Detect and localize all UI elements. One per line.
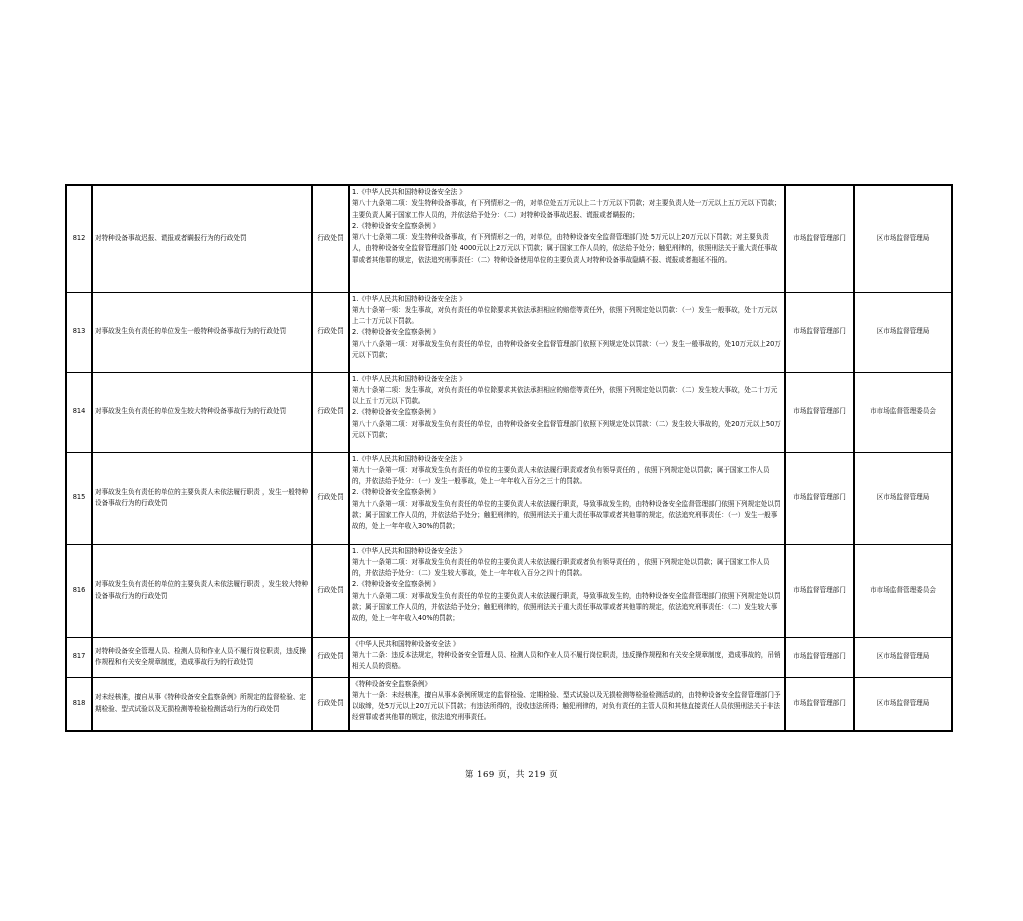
row-number: 818 <box>66 677 92 731</box>
row-number: 813 <box>66 292 92 372</box>
page-number-footer: 第 169 页，共 219 页 <box>464 770 559 780</box>
item-type: 行政处罚 <box>312 452 349 544</box>
item-name: 对未经核准，擅自从事《特种设备安全监察条例》所规定的监督检验、定期检验、型式试验以及无损检测等检验检测活动行为的行政处罚 <box>92 677 312 731</box>
row-number: 814 <box>66 372 92 452</box>
item-type: 行政处罚 <box>312 185 349 292</box>
basis-line: 第八十七条第二项：发生特种设备事故，有下列情形之一的，对单位，由特种设备安全监督管理部门处 5万元以上20万元以下罚款；对主要负责人，由特种设备安全监督管理部门处 4000元以上2万元以下罚款；属于国家工作人员的，依法给予处分；触犯刑律的，依照刑法关于重大责任事故罪或者其他罪的规定，依法追究刑事责任：（二）特种设备使用单位的主要负责人对特种设备事故隐瞒不报、谎报或者拖延不报的。 <box>352 233 778 264</box>
row-number: 812 <box>66 185 92 292</box>
executing-agency: 区市场监督管理局 <box>854 637 952 677</box>
row-number: 816 <box>66 544 92 637</box>
item-type: 行政处罚 <box>312 544 349 637</box>
basis-line: 2.《特种设备安全监察条例 》 <box>352 328 440 337</box>
basis-line: 第九十一条第一项：对事故发生负有责任的单位的主要负责人未依法履行职责或者负有领导责任的 ，依照下列规定处以罚款；属于国家工作人员的，并依法给予处分：（一）发生一般事故，处上一年年收入百分之三十的罚款。 <box>352 465 770 486</box>
department: 市场监督管理部门 <box>785 185 854 292</box>
table-row <box>66 452 952 544</box>
executing-agency: 区市场监督管理局 <box>854 185 952 292</box>
basis-line: 第九十条第一项：发生事故，对负有责任的单位除要求其依法承担相应的赔偿等责任外，依照下列规定处以罚款：（一）发生一般事故，处十万元以上二十万元以下罚款。 <box>352 305 778 326</box>
legal-basis <box>349 637 785 677</box>
item-name: 对事故发生负有责任的单位的主要负责人未依法履行职责 ，发生一般特种设备事故行为的行政处罚 <box>92 452 312 544</box>
department: 市场监督管理部门 <box>785 452 854 544</box>
basis-line: 2.《特种设备安全监察条例 》 <box>352 580 440 589</box>
item-name: 对事故发生负有责任的单位的主要负责人未依法履行职责 ，发生较大特种设备事故行为的行政处罚 <box>92 544 312 637</box>
row-number: 817 <box>66 637 92 677</box>
table-row <box>66 637 952 677</box>
executing-agency: 区市场监督管理局 <box>854 677 952 731</box>
basis-line: 第八十八条第二项：对事故发生负有责任的单位，由特种设备安全监督管理部门依照下列规定处以罚款：（二）发生较大事故的，处20万元以上50万元以下罚款； <box>352 419 781 439</box>
basis-line: 1.《中华人民共和国特种设备安全法 》 <box>352 294 466 303</box>
item-type: 行政处罚 <box>312 372 349 452</box>
legal-basis <box>349 544 785 637</box>
table-row <box>66 292 952 372</box>
basis-line: 第九十一条第二项：对事故发生负有责任的单位的主要负责人未依法履行职责或者负有领导责任的 ，依照下列规定处以罚款；属于国家工作人员的，并依法给予处分：（二）发生较大事故，处上一年年收入百分之四十的罚款。 <box>352 557 770 578</box>
basis-line: 《特种设备安全监察条例》 <box>352 679 432 688</box>
basis-line: 第九十条第二项：发生事故，对负有责任的单位除要求其依法承担相应的赔偿等责任外，依照下列规定处以罚款：（二）发生较大事故，处二十万元以上五十万元以下罚款。 <box>352 385 778 406</box>
basis-line: 第九十一条：未经核准，擅自从事本条例所规定的监督检验、定期检验、型式试验以及无损检测等检验检测活动的，由特种设备安全监督管理部门予以取缔，处5万元以上20万元以下罚款；有违法所得的，没收违法所得；触犯刑律的，对负有责任的主管人员和其他直接责任人员依照刑法关于非法经营罪或者其他罪的规定，依法追究刑事责任。 <box>352 690 781 722</box>
table-row <box>66 544 952 637</box>
legal-basis <box>349 372 785 452</box>
executing-agency: 市市场监督管理委员会 <box>854 544 952 637</box>
basis-line: 第九十二条：违反本法规定，特种设备安全管理人员、检测人员和作业人员不履行岗位职责，违反操作规程和有关安全规章制度，造成事故的，吊销相关人员的资格。 <box>352 650 781 671</box>
legal-basis <box>349 677 785 731</box>
table-row <box>66 677 952 731</box>
item-name: 对事故发生负有责任的单位发生较大特种设备事故行为的行政处罚 <box>92 372 312 452</box>
row-number: 815 <box>66 452 92 544</box>
basis-line: 1.《中华人民共和国特种设备安全法 》 <box>352 546 466 555</box>
item-type: 行政处罚 <box>312 677 349 731</box>
basis-line: 第九十八条第二项：对事故发生负有责任的单位的主要负责人未依法履行职责，导致事故发生的，由特种设备安全监督管理部门依照下列规定处以罚款；属于国家工作人员的，并依法给予处分；触犯刑律的，依照刑法关于重大责任事故罪或者其他罪的规定，依法追究刑事责任：（二）发生较大事故的，处上一年年收入40%的罚款； <box>352 591 781 623</box>
basis-line: 第九十八条第一项：对事故发生负有责任的单位的主要负责人未依法履行职责，导致事故发生的，由特种设备安全监督管理部门依照下列规定处以罚款；属于国家工作人员的，并依法给予处分；触犯刑律的，依照刑法关于重大责任事故罪或者其他罪的规定，依法追究刑事责任：（一）发生一般事故的，处上一年年收入30%的罚款； <box>352 499 781 531</box>
legal-basis <box>349 292 785 372</box>
department: 市场监督管理部门 <box>785 637 854 677</box>
basis-line: 1.《中华人民共和国特种设备安全法 》 <box>352 374 466 383</box>
basis-line: 《中华人民共和国特种设备安全法 》 <box>352 639 460 648</box>
basis-line: 2.《特种设备安全监察条例 》 <box>352 488 440 497</box>
basis-line: 1.《中华人民共和国特种设备安全法 》 <box>352 188 466 196</box>
department: 市场监督管理部门 <box>785 292 854 372</box>
legal-basis <box>349 185 785 292</box>
legal-basis <box>349 452 785 544</box>
department: 市场监督管理部门 <box>785 372 854 452</box>
item-type: 行政处罚 <box>312 637 349 677</box>
table-row <box>66 372 952 452</box>
item-type: 行政处罚 <box>312 292 349 372</box>
item-name: 对事故发生负有责任的单位发生一般特种设备事故行为的行政处罚 <box>92 292 312 372</box>
penalty-table <box>65 184 953 732</box>
department: 市场监督管理部门 <box>785 677 854 731</box>
basis-line: 第八十九条第二项：发生特种设备事故，有下列情形之一的，对单位处五万元以上二十万元以下罚款；对主要负责人处一万元以上五万元以下罚款；主要负责人属于国家工作人员的，并依法给予处分：（二）对特种设备事故迟报、谎报或者瞒报的； <box>352 199 781 219</box>
department: 市场监督管理部门 <box>785 544 854 637</box>
basis-line: 2.《特种设备安全监察条例 》 <box>352 221 440 230</box>
table-row <box>66 185 952 292</box>
executing-agency: 市市场监督管理委员会 <box>854 372 952 452</box>
basis-line: 1.《中华人民共和国特种设备安全法 》 <box>352 454 466 463</box>
executing-agency: 区市场监督管理局 <box>854 452 952 544</box>
item-name: 对特种设备安全管理人员、检测人员和作业人员不履行岗位职责，违反操作规程和有关安全规章制度，造成事故行为的行政处罚 <box>92 637 312 677</box>
executing-agency: 区市场监督管理局 <box>854 292 952 372</box>
basis-line: 2.《特种设备安全监察条例 》 <box>352 408 440 417</box>
item-name: 对特种设备事故迟报、谎报或者瞒报行为的行政处罚 <box>92 185 312 292</box>
basis-line: 第八十八条第一项：对事故发生负有责任的单位，由特种设备安全监督管理部门依照下列规定处以罚款：（一）发生一般事故的，处10万元以上20万元以下罚款； <box>352 339 781 359</box>
